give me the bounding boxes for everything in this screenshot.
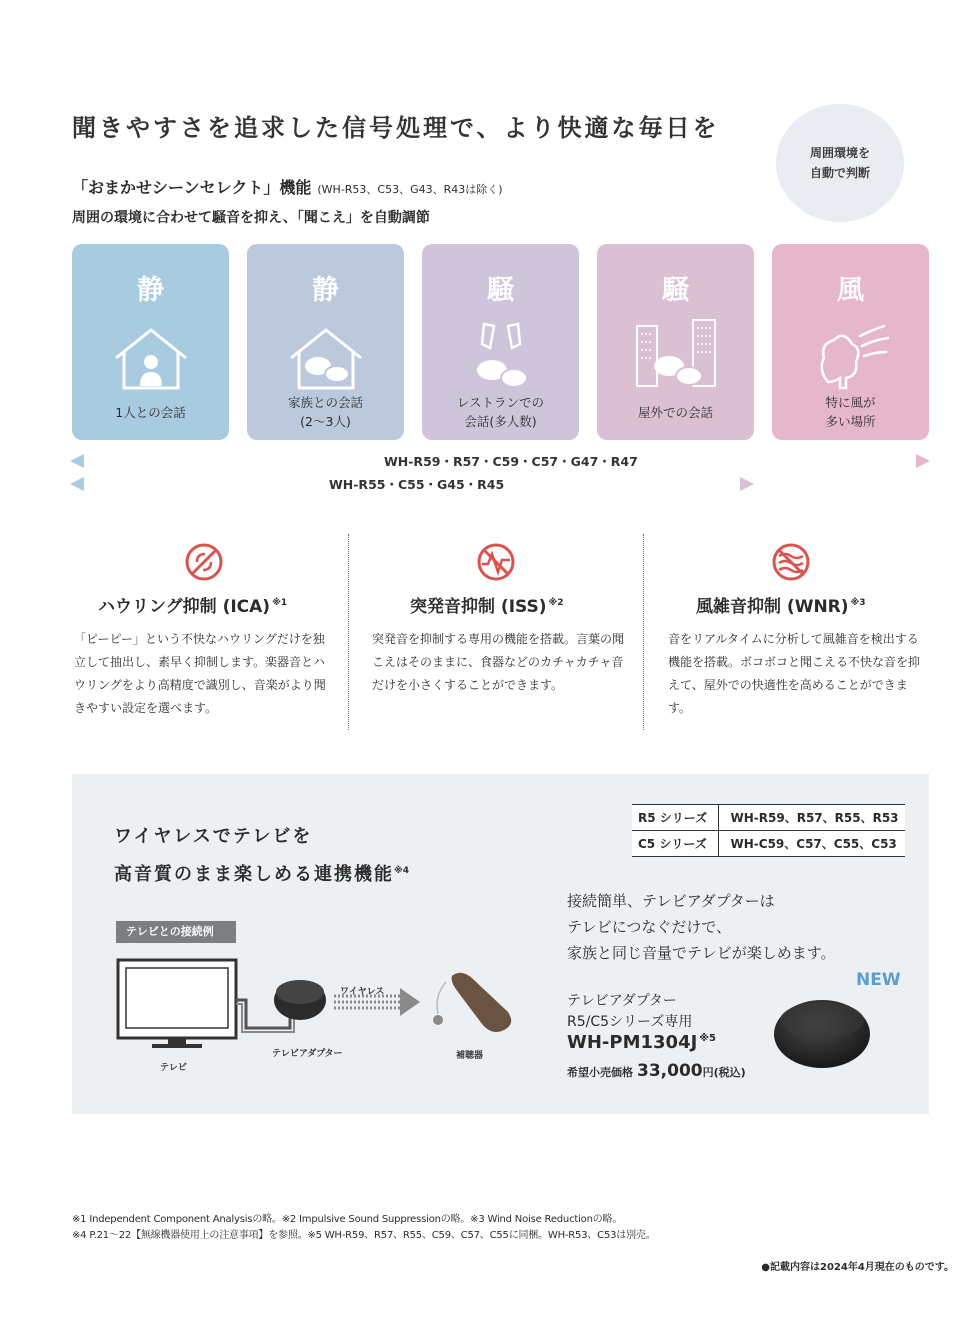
tech-mark-wnr: ※3 [850, 598, 866, 609]
buildings-speech-bubbles-icon [635, 318, 717, 396]
footnote-line-1: ※1 Independent Component Analysisの略。※2 Impulsive Sound Suppressionの略。※3 Wind Noise Reductionの略。 [72, 1214, 623, 1225]
column-divider [348, 534, 349, 730]
scene-kanji: 騒 [662, 275, 689, 306]
scene-select-name: 「おまかせシーンセレクト」機能 [72, 178, 312, 197]
impulse-sound-icon [476, 542, 516, 582]
series-name: R5 シリーズ [632, 805, 718, 831]
scene-select-note: (WH-R53、C53、G43、R43は除く) [317, 183, 503, 196]
adapter-name: テレビアダプター [567, 993, 677, 1009]
scene-select-subtitle: 周囲の環境に合わせて騒音を抑え、「聞こえ」を自動調節 [72, 210, 430, 226]
series-row [632, 831, 905, 857]
tech-name-wnr: 風雑音抑制 (WNR) [696, 597, 849, 617]
auto-detect-bubble: 周囲環境を 自動で判断 [776, 104, 904, 222]
house-speech-bubbles-icon [285, 318, 367, 396]
price-label: 希望小売価格 [567, 1066, 633, 1079]
diagram-label-wireless: ワイヤレス [340, 987, 385, 997]
adapter-model-mark: ※5 [699, 1033, 716, 1044]
tech-mark-ica: ※1 [272, 598, 288, 609]
hearing-aid-icon [433, 973, 511, 1032]
diagram-label-hearing-aid: 補聴器 [456, 1051, 484, 1061]
price-value: 33,000 [637, 1061, 703, 1081]
tv-adapter-product-image [772, 990, 872, 1070]
tv-icon [118, 960, 236, 1048]
adapter-compat: R5/C5シリーズ専用 [567, 1014, 693, 1030]
scene-card-3 [422, 244, 579, 440]
series-table [632, 804, 905, 857]
scene-label: レストランでの 会話(多人数) [456, 395, 545, 429]
tv-title [114, 820, 409, 892]
scene-label: 1人との会話 [115, 404, 186, 420]
footnote-line-2: ※4 P.21〜22【無線機器使用上の注意事項】を参照。※5 WH-R59、R57、R55、C59、C57、C55に同梱。WH-R53、C53は別売。 [72, 1230, 656, 1241]
scene-label: 家族との会話 (2〜3人) [287, 395, 363, 429]
scene-kanji: 風 [837, 275, 864, 306]
tech-name-iss: 突発音抑制 (ISS) [410, 597, 547, 617]
adapter-model-number: WH-PM1304J [567, 1032, 698, 1053]
series-row [632, 805, 905, 831]
tv-pitch-text: 接続簡単、テレビアダプターは テレビにつなぐだけで、 家族と同じ音量でテレビが楽しめます。 [567, 892, 836, 962]
tv-adapter-icon [274, 980, 326, 1020]
howling-suppression-icon [184, 542, 224, 582]
tech-desc-wnr: 音をリアルタイムに分析して風雑音を検出する機能を搭載。ボコボコと聞こえる不快な音を抑えて、屋外での快適性を高めることができます。 [668, 632, 921, 715]
page-headline: 聞きやすさを追求した信号処理で、より快適な毎日を [72, 114, 720, 142]
series-name: C5 シリーズ [632, 831, 718, 857]
tech-title-wnr [696, 592, 866, 617]
coverage-label-partial: WH-R55・C55・G45・R45 [323, 475, 510, 493]
publication-note: ●記載内容は2024年4月現在のものです。 [761, 1262, 954, 1273]
scene-label: 屋外での会話 [637, 404, 713, 420]
column-divider [643, 534, 644, 730]
scene-card-5 [772, 244, 929, 440]
adapter-model [567, 1032, 716, 1053]
glasses-speech-bubbles-icon [460, 318, 542, 396]
diagram-label-adapter: テレビアダプター [272, 1049, 343, 1059]
house-person-icon [110, 318, 192, 396]
series-models: WH-C59、C57、C55、C53 [718, 831, 905, 857]
series-models: WH-R59、R57、R55、R53 [718, 805, 905, 831]
price-unit: 円(税込) [702, 1066, 746, 1079]
tv-title-mark: ※4 [394, 866, 410, 876]
tech-desc-iss: 突発音を抑制する専用の機能を搭載。言葉の聞こえはそのままに、食器などのカチャカチャ音だけを小さくすることができます。 [372, 632, 625, 692]
scene-card-4 [597, 244, 754, 440]
tv-title-line2: 高音質のまま楽しめる連携機能 [114, 864, 394, 885]
diagram-label-tv: テレビ [160, 1063, 187, 1073]
tv-title-line2-row [114, 854, 409, 892]
tv-title-line1: ワイヤレスでテレビを [114, 826, 313, 847]
tech-mark-iss: ※2 [548, 598, 564, 609]
scene-kanji: 騒 [487, 275, 514, 306]
scene-card-1 [72, 244, 229, 440]
wind-tree-icon [810, 318, 892, 396]
scene-kanji: 静 [312, 275, 339, 306]
tech-name-ica: ハウリング抑制 (ICA) [98, 597, 271, 617]
new-badge: NEW [856, 970, 901, 990]
adapter-price [567, 1061, 746, 1081]
scene-kanji: 静 [137, 275, 164, 306]
wind-noise-icon [771, 542, 811, 582]
tech-desc-ica: 「ピーピー」という不快なハウリングだけを独立して抽出し、素早く抑制します。楽器音とハウリングをより高精度で識別し、音楽がより聞きやすい設定を選べます。 [74, 632, 326, 715]
scene-card-2 [247, 244, 404, 440]
coverage-label-full: WH-R59・R57・C59・C57・G47・R47 [378, 452, 644, 470]
tech-title-ica [98, 592, 287, 617]
tech-title-iss [410, 592, 564, 617]
connection-example-tag: テレビとの接続例 [116, 921, 236, 943]
scene-label: 特に風が 多い場所 [825, 395, 876, 429]
scene-select-title [72, 175, 503, 198]
